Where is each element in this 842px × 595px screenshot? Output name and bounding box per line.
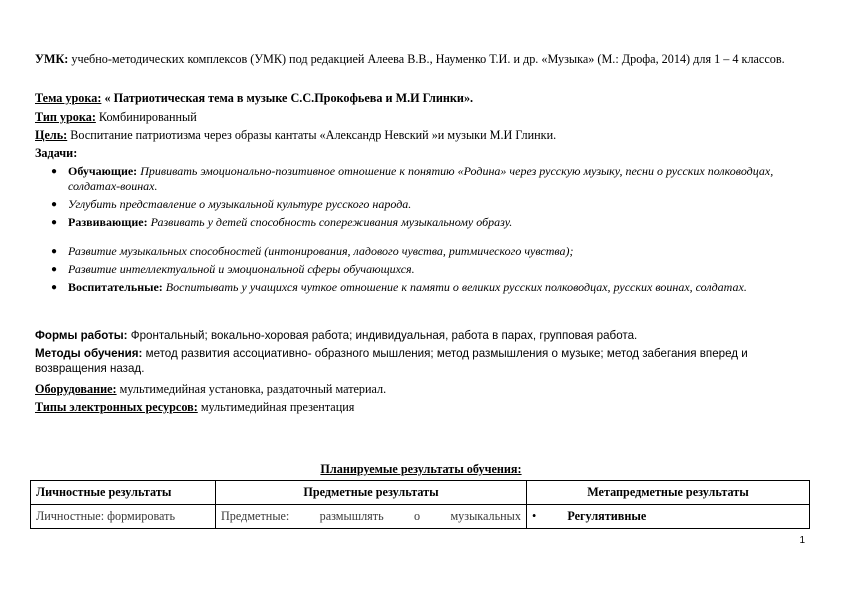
task-label: Воспитательные: — [68, 280, 163, 294]
header-personal: Личностные результаты — [31, 481, 216, 505]
header-meta: Метапредметные результаты — [527, 481, 810, 505]
bullet-icon: ● — [51, 166, 58, 177]
list-item — [35, 197, 780, 212]
task-text: Воспитывать у учащихся чуткое отношение к памяти о великих русских полководцах, русских воинах, солдатах. — [162, 280, 747, 294]
methods-label: Методы обучения: — [35, 347, 143, 360]
cell-meta-text: Регулятивные — [567, 509, 647, 523]
bullet-icon: ● — [51, 264, 58, 275]
list-item — [35, 262, 780, 277]
cell-word: Предметные: — [221, 509, 290, 523]
tasks-heading — [35, 146, 810, 161]
tasks-list-1 — [35, 164, 780, 230]
methods-text: метод развития ассоциативно- образного мышления; метод размышления о музыке; метод забегания вперед и возвращения назад. — [35, 347, 748, 375]
forms-text: Фронтальный; вокально-хоровая работа; индивидуальная, работа в парах, групповая работа. — [127, 329, 638, 342]
bullet-icon: • — [532, 509, 537, 523]
task-text: Развитие интеллектуальной и эмоциональной сферы обучающихся. — [68, 262, 415, 276]
cell-personal: Личностные: формировать — [31, 505, 216, 529]
resources-paragraph — [35, 400, 810, 415]
bullet-icon: ● — [51, 246, 58, 257]
task-label: Обучающие: — [68, 164, 138, 178]
header-subject: Предметные результаты — [216, 481, 527, 505]
goal-paragraph — [35, 128, 810, 143]
bullet-icon: ● — [51, 282, 58, 293]
umk-text: учебно-методических комплексов (УМК) под редакцией Алеева В.В., Науменко Т.И. и др. «Музыка» (М.: Дрофа, 2014) для 1 – 4 классов. — [68, 52, 785, 66]
forms-label: Формы работы: — [35, 329, 128, 342]
results-title: Планируемые результаты обучения: — [320, 462, 522, 476]
forms-paragraph — [35, 328, 810, 343]
table-header-row — [31, 481, 810, 505]
cell-word: о — [414, 509, 421, 523]
results-table — [30, 480, 810, 529]
list-item — [35, 164, 780, 194]
task-label: Развивающие: — [68, 215, 148, 229]
table-row — [31, 505, 810, 529]
topic-label: Тема урока: — [35, 91, 102, 105]
topic-paragraph — [35, 91, 810, 106]
cell-word: размышлять — [319, 509, 384, 523]
bullet-icon: ● — [51, 217, 58, 228]
cell-subject — [216, 505, 527, 529]
bullet-icon: ● — [51, 199, 58, 210]
resources-text: мультимедийная презентация — [197, 400, 355, 414]
lesson-type-text: Комбинированный — [95, 110, 197, 124]
umk-paragraph — [35, 52, 810, 67]
tasks-list-2 — [35, 244, 780, 295]
list-item — [35, 280, 780, 295]
cell-meta — [527, 505, 810, 529]
task-text: Углубить представление о музыкальной культуре русского народа. — [68, 197, 412, 211]
methods-paragraph — [35, 346, 810, 376]
lesson-type-label: Тип урока: — [35, 110, 96, 124]
goal-text: Воспитание патриотизма через образы кантаты «Александр Невский »и музыки М.И Глинки. — [67, 128, 557, 142]
cell-word: музыкальных — [450, 509, 521, 523]
page-number: 1 — [799, 535, 805, 546]
task-text: Развитие музыкальных способностей (интонирования, ладового чувства, ритмического чувства); — [68, 244, 574, 258]
topic-text: « Патриотическая тема в музыке С.С.Прокофьева и М.И Глинки». — [101, 91, 474, 105]
equipment-paragraph — [35, 382, 810, 397]
lesson-type-paragraph — [35, 110, 810, 125]
resources-label: Типы электронных ресурсов: — [35, 400, 198, 414]
list-item — [35, 215, 780, 230]
goal-label: Цель: — [35, 128, 68, 142]
equipment-label: Оборудование: — [35, 382, 117, 396]
umk-label: УМК: — [35, 52, 69, 66]
tasks-label: Задачи: — [35, 146, 78, 160]
task-text: Прививать эмоционально-позитивное отношение к понятию «Родина» через русскую музыку, песни о русских полководцах, солдатах-воинах. — [68, 164, 774, 193]
list-item — [35, 244, 780, 259]
task-text: Развивать у детей способность сопереживания музыкальному образу. — [147, 215, 513, 229]
equipment-text: мультимедийная установка, раздаточный материал. — [116, 382, 387, 396]
